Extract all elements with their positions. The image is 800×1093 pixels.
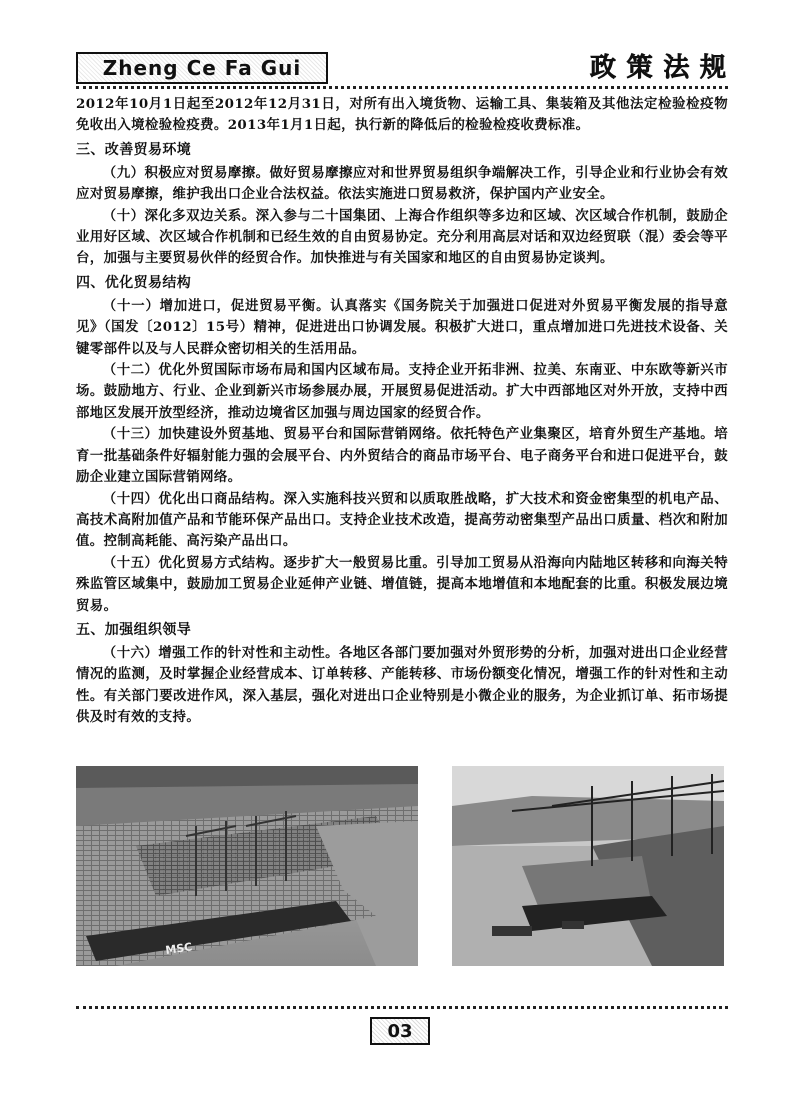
- paragraph-12: （十二）优化外贸国际市场布局和国内区域布局。支持企业开拓非洲、拉美、东南亚、中东欧等新兴市场。鼓励地方、行业、企业到新兴市场参展办展，开展贸易促进活动。扩大中西部地区对外开放，支持中西部地区发展开放型经济，推动边境省区加强与周边国家的经贸合作。: [76, 362, 728, 421]
- paragraph-9: （九）积极应对贸易摩擦。做好贸易摩擦应对和世界贸易组织争端解决工作，引导企业和行业协会有效应对贸易摩擦，维护我出口企业合法权益。依法实施进口贸易救济，保护国内产业安全。: [76, 164, 728, 203]
- paragraph-10: （十）深化多双边关系。深入参与二十国集团、上海合作组织等多边和区域、次区域合作机制，鼓励企业用好区域、次区域合作机制和已经生效的自由贸易协定。充分利用高层对话和双边经贸联（混）委会等平台，加强与主要贸易伙伴的经贸合作。加快推进与有关国家和地区的自由贸易协定谈判。: [76, 207, 728, 267]
- ship-hull-text: MSC: [164, 940, 194, 957]
- footer-divider: [76, 1006, 728, 1009]
- pinyin-title-box: [76, 52, 328, 84]
- ship-dock-photo: [452, 766, 724, 966]
- title-char-1: 政: [590, 52, 617, 83]
- title-char-2: 策: [626, 52, 653, 83]
- page-number: 03: [387, 1020, 413, 1042]
- pinyin-title: Zheng Ce Fa Gui: [102, 56, 302, 80]
- page-number-box: [370, 1017, 430, 1045]
- header-divider: [76, 86, 728, 89]
- title-char-3: 法: [663, 52, 690, 83]
- paragraph-13: （十三）加快建设外贸基地、贸易平台和国际营销网络。依托特色产业集聚区，培育外贸生产基地。培育一批基础条件好辐射能力强的会展平台、内外贸结合的商品市场平台、电子商务平台和进口促进平台，鼓励企业建立国际营销网络。: [76, 426, 728, 486]
- article-body: [76, 94, 728, 729]
- section-4-heading: 四、优化贸易结构: [76, 274, 192, 291]
- paragraph-15: （十五）优化贸易方式结构。逐步扩大一般贸易比重。引导加工贸易从沿海向内陆地区转移和向海关特殊监管区域集中，鼓励加工贸易企业延伸产业链、增值链，提高本地增值和本地配套的比重。积极发展边境贸易。: [76, 554, 728, 614]
- paragraph-11: （十一）增加进口，促进贸易平衡。认真落实《国务院关于加强进口促进对外贸易平衡发展的指导意见》（国发〔2012〕15号）精神，促进进出口协调发展。积极扩大进口，重点增加进口先进技术设备、关键零部件以及与人民群众密切相关的生活用品。: [76, 297, 728, 357]
- paragraph-14: （十四）优化出口商品结构。深入实施科技兴贸和以质取胜战略，扩大技术和资金密集型的机电产品、高技术高附加值产品和节能环保产品出口。支持企业技术改造，提高劳动密集型产品出口质量、档次和附加值。控制高耗能、高污染产品出口。: [76, 490, 728, 550]
- paragraph-16: （十六）增强工作的针对性和主动性。各地区各部门要加强对外贸形势的分析，加强对进出口企业经营情况的监测，及时掌握企业经营成本、订单转移、产能转移、市场份额变化情况，增强工作的针对性和主动性。有关部门要改进作风，深入基层，强化对进出口企业特别是小微企业的服务，为企业抓订单、拓市场提供及时有效的支持。: [76, 644, 728, 726]
- container-port-illustration: [76, 766, 418, 966]
- container-port-photo: [76, 766, 418, 966]
- section-3-heading: 三、改善贸易环境: [76, 141, 192, 158]
- ship-dock-illustration: [452, 766, 724, 966]
- section-title-chars: [588, 48, 728, 82]
- section-5-heading: 五、加强组织领导: [76, 621, 192, 638]
- page-header: [0, 0, 800, 90]
- intro-paragraph: 2012年10月1日起至2012年12月31日，对所有出入境货物、运输工具、集装箱及其他法定检验检疫物免收出入境检验检疫费。2013年1月1日起，执行新的降低后的检验检疫收费标准。: [76, 96, 728, 134]
- title-char-4: 规: [699, 52, 726, 83]
